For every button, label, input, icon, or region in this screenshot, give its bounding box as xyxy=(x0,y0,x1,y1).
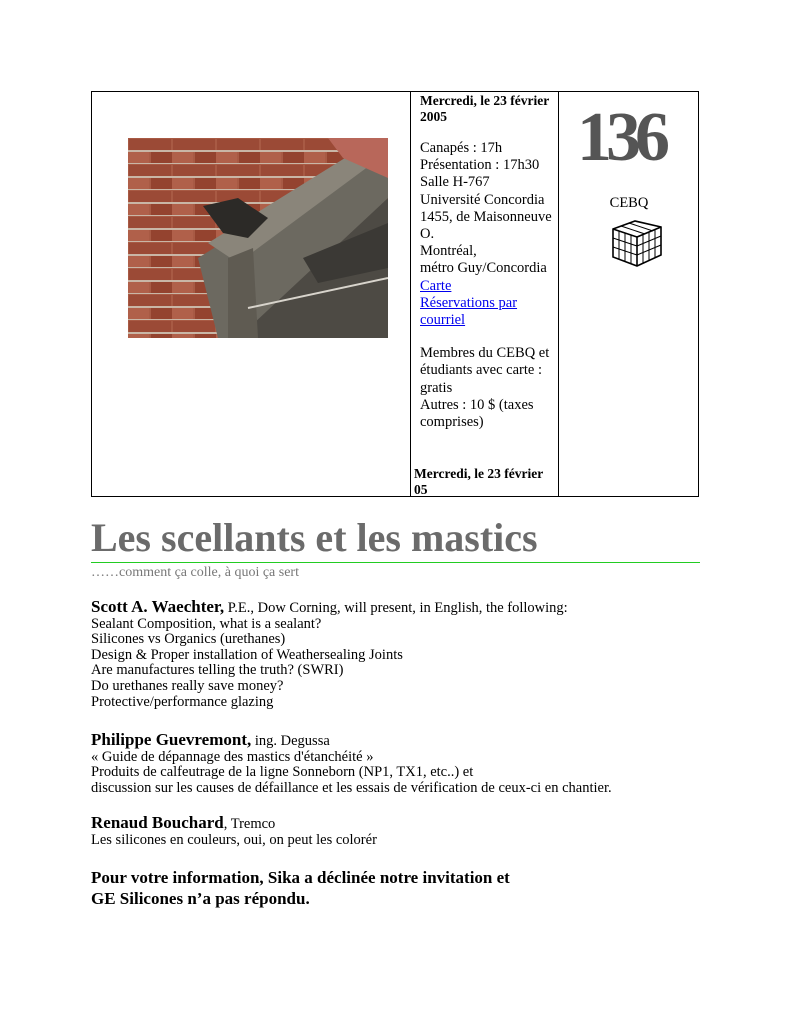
topic-line: Do urethanes really save money? xyxy=(91,677,284,694)
pricing-line: Membres du CEBQ et étudiants avec carte : gratis xyxy=(420,345,550,396)
venue-line: 1455, de Maisonneuve O. xyxy=(420,208,552,243)
speaker-affiliation: ing. Degussa xyxy=(251,733,330,749)
table-divider xyxy=(410,92,411,496)
speaker-section xyxy=(91,815,731,848)
topic-line: Silicones vs Organics (urethanes) xyxy=(91,631,286,648)
schedule-line: Salle H-767 xyxy=(420,174,490,191)
sealant-photo xyxy=(128,138,388,338)
speaker-name: Scott A. Waechter, xyxy=(91,597,225,616)
event-info xyxy=(420,92,556,431)
speaker-affiliation: , Tremco xyxy=(223,816,276,832)
page-subtitle: ……comment ça colle, à quoi ça sert xyxy=(91,565,299,580)
title-divider xyxy=(91,562,700,563)
issue-number: 136 xyxy=(577,99,664,176)
topic-line: Design & Proper installation of Weathersealing Joints xyxy=(91,646,403,663)
page-title: Les scellants et les mastics xyxy=(91,515,538,560)
closing-note xyxy=(91,868,691,909)
speaker-section xyxy=(91,599,731,710)
speaker-name: Renaud Bouchard xyxy=(91,813,224,832)
venue-line: Université Concordia xyxy=(420,191,545,208)
cube-grid-icon xyxy=(609,217,665,274)
note-line: GE Silicones n’a pas répondu. xyxy=(91,888,310,908)
venue-line: métro Guy/Concordia xyxy=(420,260,547,277)
speaker-affiliation: P.E., Dow Corning, will present, in English, the following: xyxy=(224,600,568,616)
topic-line: « Guide de dépannage des mastics d'étanchéité » xyxy=(91,748,374,765)
schedule-line: Canapés : 17h xyxy=(420,140,503,156)
topic-line: Protective/performance glazing xyxy=(91,693,274,710)
event-date-footer: Mercredi, le 23 février 05 xyxy=(414,466,543,497)
speaker-section xyxy=(91,732,731,796)
issue-cell xyxy=(559,92,699,496)
topic-line: Les silicones en couleurs, oui, on peut les colorér xyxy=(91,831,377,848)
venue-line: Montréal, xyxy=(420,243,477,260)
note-line: Pour votre information, Sika a déclinée notre invitation et xyxy=(91,868,510,887)
reservations-link[interactable]: Réservations par courriel xyxy=(420,294,518,329)
map-link[interactable]: Carte xyxy=(420,277,452,294)
event-header-table xyxy=(91,91,699,497)
schedule-line: Présentation : 17h30 xyxy=(420,157,540,174)
topic-line: discussion sur les causes de défaillance et les essais de vérification de ceux-ci en chantier. xyxy=(91,779,612,796)
speaker-name: Philippe Guevremont, xyxy=(91,730,252,749)
topic-line: Sealant Composition, what is a sealant? xyxy=(91,615,322,632)
topic-line: Are manufactures telling the truth? (SWRI) xyxy=(91,662,344,679)
pricing xyxy=(420,345,556,431)
event-details xyxy=(420,140,556,329)
pricing-line: Autres : 10 $ (taxes comprises) xyxy=(420,396,534,431)
topic-line: Produits de calfeutrage de la ligne Sonneborn (NP1, TX1, etc..) et xyxy=(91,764,474,781)
org-name: CEBQ xyxy=(609,195,649,211)
event-date: Mercredi, le 23 février 2005 xyxy=(420,93,549,124)
